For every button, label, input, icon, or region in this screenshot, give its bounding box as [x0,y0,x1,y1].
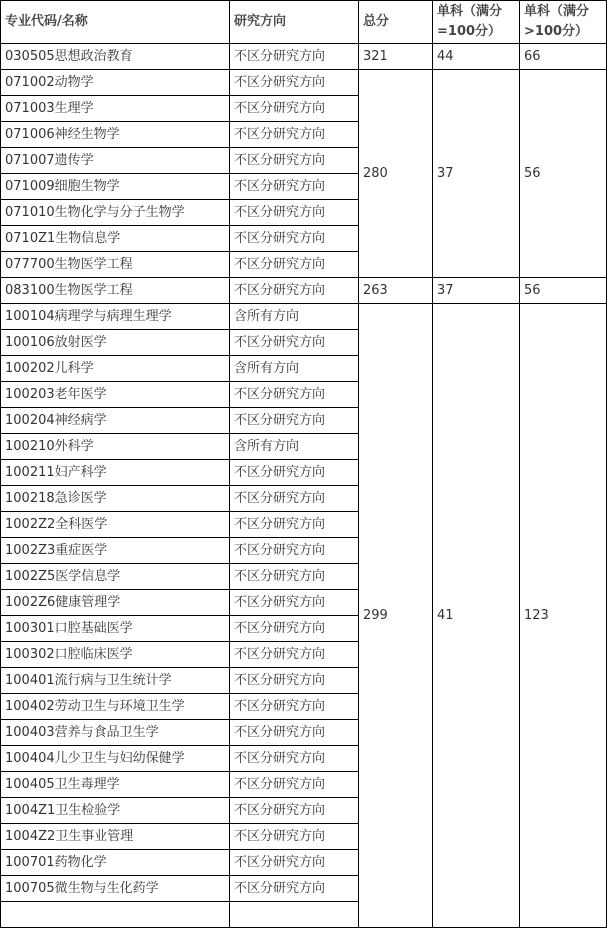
direction-cell: 不区分研究方向 [230,486,359,512]
direction-cell: 不区分研究方向 [230,642,359,668]
direction-cell: 不区分研究方向 [230,408,359,434]
header-single-gt100: 单科（满分>100分） [520,1,607,44]
direction-cell: 不区分研究方向 [230,382,359,408]
direction-cell: 不区分研究方向 [230,798,359,824]
header-direction: 研究方向 [230,1,359,44]
direction-cell: 不区分研究方向 [230,122,359,148]
single-100-cell: 37 [433,278,520,304]
major-name-cell: 1002Z3重症医学 [1,538,230,564]
direction-cell: 不区分研究方向 [230,538,359,564]
major-name-cell: 0710Z1生物信息学 [1,226,230,252]
major-name-cell: 030505思想政治教育 [1,44,230,70]
direction-cell: 不区分研究方向 [230,148,359,174]
major-name-cell: 100701药物化学 [1,850,230,876]
major-name-cell: 071009细胞生物学 [1,174,230,200]
direction-cell: 不区分研究方向 [230,174,359,200]
major-name-cell: 071007遗传学 [1,148,230,174]
major-name-cell: 100202儿科学 [1,356,230,382]
direction-cell: 不区分研究方向 [230,564,359,590]
table-body [1,44,607,928]
direction-cell: 不区分研究方向 [230,720,359,746]
table-row [1,278,607,304]
major-name-cell: 100402劳动卫生与环境卫生学 [1,694,230,720]
direction-cell: 不区分研究方向 [230,824,359,850]
direction-cell: 不区分研究方向 [230,44,359,70]
major-name-cell [1,902,230,928]
single-gt100-cell: 123 [520,304,607,928]
table-row [1,70,607,96]
direction-cell: 不区分研究方向 [230,252,359,278]
direction-cell [230,902,359,928]
direction-cell: 不区分研究方向 [230,668,359,694]
direction-cell: 不区分研究方向 [230,616,359,642]
single-gt100-cell: 56 [520,278,607,304]
total-score-cell: 321 [359,44,433,70]
header-code-name: 专业代码/名称 [1,1,230,44]
single-gt100-cell: 66 [520,44,607,70]
direction-cell: 不区分研究方向 [230,746,359,772]
single-100-cell: 44 [433,44,520,70]
major-name-cell: 1004Z2卫生事业管理 [1,824,230,850]
single-gt100-cell: 56 [520,70,607,278]
direction-cell: 含所有方向 [230,304,359,330]
major-name-cell: 071003生理学 [1,96,230,122]
direction-cell: 不区分研究方向 [230,876,359,902]
major-name-cell: 1002Z6健康管理学 [1,590,230,616]
major-name-cell: 077700生物医学工程 [1,252,230,278]
direction-cell: 不区分研究方向 [230,70,359,96]
single-100-cell: 37 [433,70,520,278]
direction-cell: 不区分研究方向 [230,226,359,252]
major-name-cell: 1004Z1卫生检验学 [1,798,230,824]
direction-cell: 含所有方向 [230,434,359,460]
major-name-cell: 100106放射医学 [1,330,230,356]
major-name-cell: 100210外科学 [1,434,230,460]
major-name-cell: 1002Z2全科医学 [1,512,230,538]
major-name-cell: 100301口腔基础医学 [1,616,230,642]
direction-cell: 不区分研究方向 [230,96,359,122]
major-name-cell: 100218急诊医学 [1,486,230,512]
major-name-cell: 100302口腔临床医学 [1,642,230,668]
major-name-cell: 100405卫生毒理学 [1,772,230,798]
direction-cell: 不区分研究方向 [230,200,359,226]
header-total: 总分 [359,1,433,44]
major-name-cell: 100104病理学与病理生理学 [1,304,230,330]
major-name-cell: 100211妇产科学 [1,460,230,486]
direction-cell: 不区分研究方向 [230,278,359,304]
major-name-cell: 100403营养与食品卫生学 [1,720,230,746]
major-name-cell: 083100生物医学工程 [1,278,230,304]
major-name-cell: 100705微生物与生化药学 [1,876,230,902]
header-row [1,1,607,44]
major-name-cell: 100401流行病与卫生统计学 [1,668,230,694]
direction-cell: 不区分研究方向 [230,512,359,538]
table-row [1,304,607,330]
major-name-cell: 1002Z5医学信息学 [1,564,230,590]
single-100-cell: 41 [433,304,520,928]
table-row [1,44,607,70]
direction-cell: 不区分研究方向 [230,694,359,720]
major-name-cell: 071002动物学 [1,70,230,96]
total-score-cell: 299 [359,304,433,928]
direction-cell: 含所有方向 [230,356,359,382]
direction-cell: 不区分研究方向 [230,460,359,486]
total-score-cell: 263 [359,278,433,304]
major-name-cell: 071010生物化学与分子生物学 [1,200,230,226]
major-name-cell: 100204神经病学 [1,408,230,434]
major-name-cell: 100404儿少卫生与妇幼保健学 [1,746,230,772]
header-single-100: 单科（满分=100分） [433,1,520,44]
direction-cell: 不区分研究方向 [230,590,359,616]
direction-cell: 不区分研究方向 [230,330,359,356]
major-name-cell: 100203老年医学 [1,382,230,408]
total-score-cell: 280 [359,70,433,278]
direction-cell: 不区分研究方向 [230,772,359,798]
direction-cell: 不区分研究方向 [230,850,359,876]
major-name-cell: 071006神经生物学 [1,122,230,148]
